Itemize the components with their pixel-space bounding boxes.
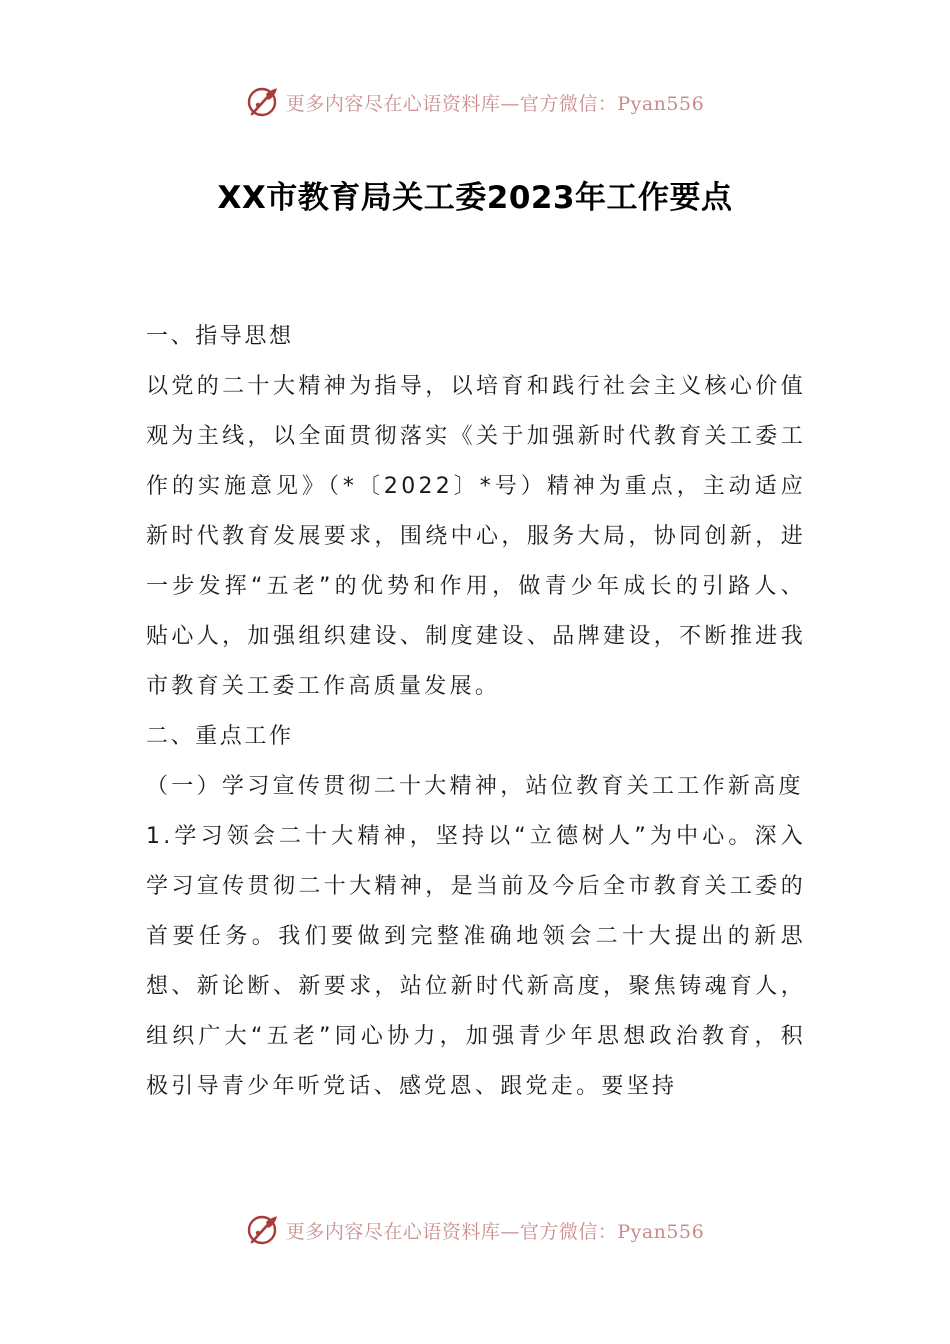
watermark-text: 更多内容尽在心语资料库—官方微信：Pyan556 [285,92,705,115]
subsection-heading-1: （一）学习宣传贯彻二十大精神，站位教育关工工作新高度 [146,774,804,799]
document-title: XX市教育局关工委2023年工作要点 [217,180,733,216]
watermark-text: 更多内容尽在心语资料库—官方微信：Pyan556 [285,1220,705,1243]
paragraph-guiding-ideology: 以党的二十大精神为指导，以培育和践行社会主义核心价值观为主线，以全面贯彻落实《关于加强新时代教育关工委工作的实施意见》（*〔2022〕*号）精神为重点，主动适应新时代教育发展要求，围绕中心，服务大局，协同创新，进一步发挥“五老”的优势和作用，做青少年成长的引路人、贴心人，加强组织建设、制度建设、品牌建设，不断推进我市教育关工委工作高质量发展。 [146,374,806,699]
watermark-banner-top [0,82,950,122]
quill-seal-icon [246,1213,280,1247]
watermark-banner-bottom [0,1210,950,1250]
section-heading-guiding-ideology: 一、指导思想 [146,324,294,349]
document-body [146,312,806,1112]
section-heading-key-work: 二、重点工作 [146,724,294,749]
paragraph-item-1: 1.学习领会二十大精神，坚持以“立德树人”为中心。深入学习宣传贯彻二十大精神，是当前及今后全市教育关工委的首要任务。我们要做到完整准确地领会二十大提出的新思想、新论断、新要求，站位新时代新高度，聚焦铸魂育人，组织广大“五老”同心协力，加强青少年思想政治教育，积极引导青少年听党话、感党恩、跟党走。要坚持 [146,824,806,1099]
quill-seal-icon [246,85,280,119]
